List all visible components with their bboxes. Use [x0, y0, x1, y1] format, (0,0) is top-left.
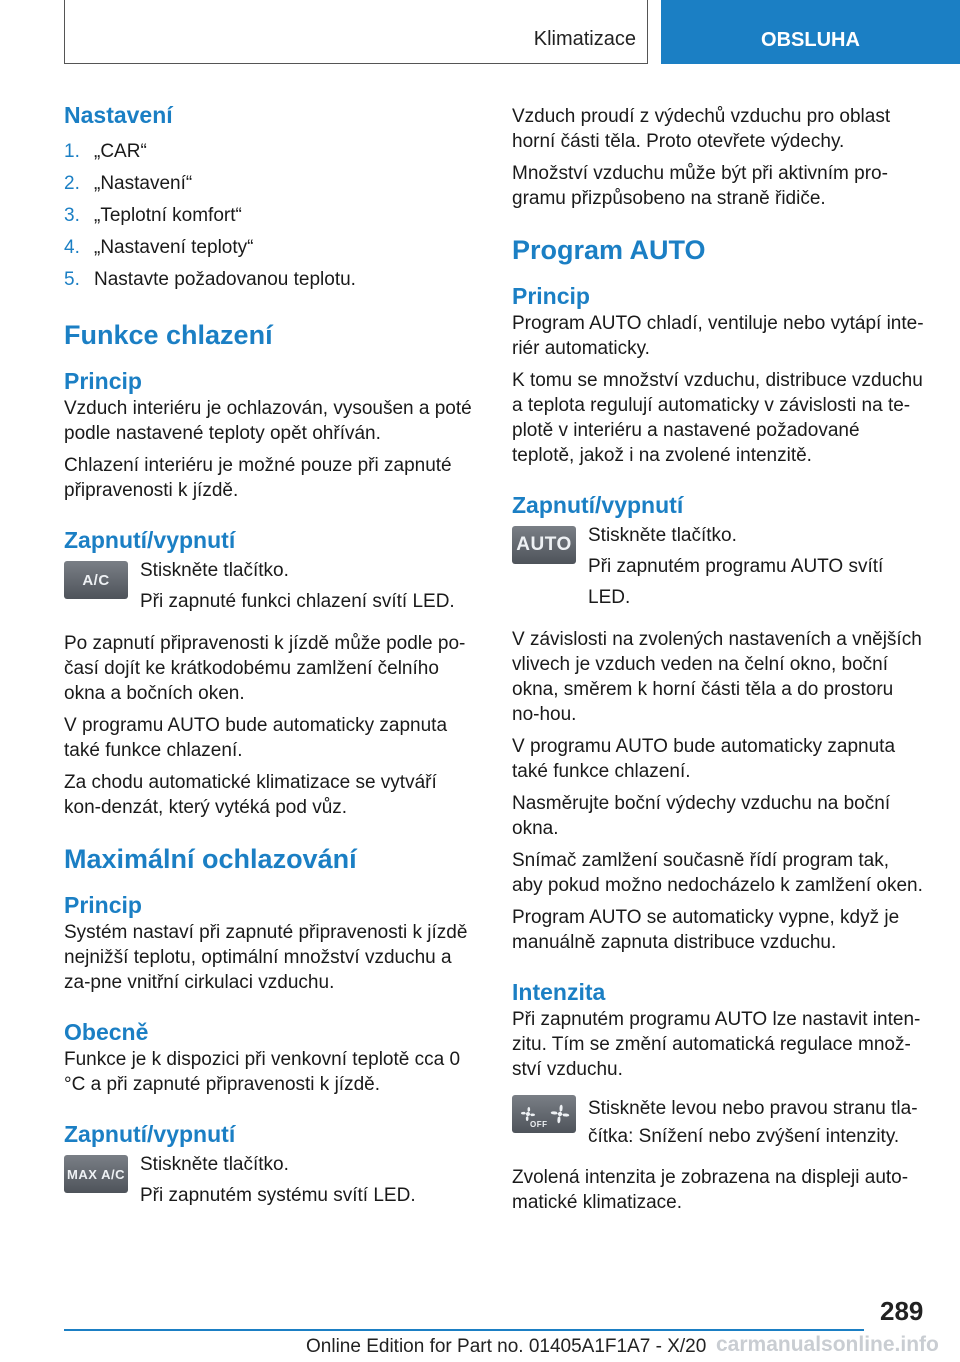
- fan-intensity-button-row: [512, 1089, 924, 1151]
- list-item: 1. „CAR“: [64, 141, 147, 162]
- paragraph: Za chodu automatické klimatizace se vytváří kon-denzát, který vytéká pod vůz.: [64, 772, 437, 818]
- page-number: 289: [880, 1296, 924, 1326]
- paragraph: Vzduch proudí z výdechů vzduchu pro oblast horní části těla. Proto otevřete výdechy.: [512, 106, 891, 152]
- paragraph: Při zapnuté funkci chlazení svítí LED.: [140, 591, 455, 612]
- steps-list: [64, 136, 476, 296]
- fan-high-icon: [547, 1101, 573, 1127]
- header-chapter-tab: OBSLUHA: [661, 0, 960, 64]
- max-ac-button-row: [64, 1149, 476, 1211]
- heading-princip: Princip: [64, 368, 142, 394]
- fan-icon: [512, 1095, 576, 1133]
- heading-zapnuti-vypnuti: Zapnutí/vypnutí: [64, 527, 236, 553]
- paragraph: Při zapnutém systému svítí LED.: [140, 1185, 416, 1206]
- heading-funkce-chlazeni: Funkce chlazení: [64, 320, 273, 350]
- paragraph: Zvolená intenzita je zobrazena na displeji auto-matické klimatizace.: [512, 1167, 909, 1213]
- auto-button-icon: AUTO: [512, 526, 576, 564]
- paragraph: V závislosti na zvolených nastaveních a vnějších vlivech je vzduch veden na čelní okno, boční okna, směrem k horní části těla a do prostoru no-hou.: [512, 629, 922, 725]
- list-item: 4. „Nastavení teploty“: [64, 237, 254, 258]
- header-section-title: Klimatizace: [533, 28, 636, 50]
- paragraph: Stiskněte levou nebo pravou stranu tla-čítka: Snížení nebo zvýšení intenzity.: [588, 1098, 918, 1147]
- paragraph: Chlazení interiéru je možné pouze při zapnuté připravenosti k jízdě.: [64, 455, 452, 501]
- footer-watermark: carmanualsonline.info: [716, 1333, 939, 1356]
- paragraph: Stiskněte tlačítko.: [140, 560, 289, 581]
- paragraph: Systém nastaví při zapnuté připravenosti k jízdě nejnižší teplotu, optimální množství vzduchu a za-pne vnitřní cirkulaci vzduchu.: [64, 922, 468, 993]
- paragraph: Stiskněte tlačítko.: [588, 525, 737, 546]
- paragraph: Funkce je k dispozici při venkovní teplotě cca 0 °C a při zapnuté připravenosti k jízdě.: [64, 1049, 461, 1095]
- ac-button-row: [64, 555, 476, 617]
- paragraph: Snímač zamlžení současně řídí program tak, aby pokud možno nedocházelo k zamlžení oken.: [512, 850, 923, 896]
- paragraph: K tomu se množství vzduchu, distribuce vzduchu a teplota regulují automaticky v závislosti na te-plotě v interiéru a nastavené požadované teplotě, jakož i na zvolené intenzitě.: [512, 370, 923, 466]
- heading-obecne: Obecně: [64, 1019, 149, 1045]
- paragraph: Nasměrujte boční výdechy vzduchu na boční okna.: [512, 793, 891, 839]
- paragraph: V programu AUTO bude automaticky zapnuta také funkce chlazení.: [512, 736, 896, 782]
- heading-zapnuti-vypnuti: Zapnutí/vypnutí: [64, 1121, 236, 1147]
- heading-maximalni-ochlazovani: Maximální ochlazování: [64, 844, 357, 874]
- heading-zapnuti-vypnuti: Zapnutí/vypnutí: [512, 492, 684, 518]
- paragraph: Po zapnutí připravenosti k jízdě může podle po-časí dojít ke krátkodobému zamlžení čelního okna a bočních oken.: [64, 633, 466, 704]
- list-item: 3. „Teplotní komfort“: [64, 205, 242, 226]
- paragraph: V programu AUTO bude automaticky zapnuta také funkce chlazení.: [64, 715, 448, 761]
- footer-edition: Online Edition for Part no. 01405A1F1A7 - X/20: [306, 1336, 707, 1357]
- heading-intenzita: Intenzita: [512, 979, 606, 1005]
- max-ac-button-icon: MAX A/C: [64, 1155, 128, 1193]
- paragraph: Množství vzduchu může být při aktivním pro-gramu přizpůsobeno na straně řidiče.: [512, 163, 888, 209]
- right-column: [512, 104, 924, 1215]
- paragraph: Vzduch interiéru je ochlazován, vysoušen a poté podle nastavené teploty opět ohříván.: [64, 398, 472, 444]
- paragraph: Při zapnutém programu AUTO lze nastavit inten-zitu. Tím se změní automatická regulace množ-ství vzduchu.: [512, 1009, 921, 1080]
- auto-button-row: [512, 520, 924, 613]
- list-item: 5. Nastavte požadovanou teplotu.: [64, 269, 356, 290]
- heading-princip: Princip: [64, 892, 142, 918]
- paragraph: Program AUTO se automaticky vypne, když je manuálně zapnuta distribuce vzduchu.: [512, 907, 900, 953]
- footer-divider: [64, 1329, 864, 1331]
- paragraph: Stiskněte tlačítko.: [140, 1154, 289, 1175]
- list-item: 2. „Nastavení“: [64, 173, 193, 194]
- fan-off-label: OFF: [530, 1120, 548, 1129]
- heading-princip: Princip: [512, 283, 590, 309]
- heading-program-auto: Program AUTO: [512, 235, 706, 265]
- paragraph: Program AUTO chladí, ventiluje nebo vytápí inte-riér automaticky.: [512, 313, 924, 359]
- heading-nastaveni: Nastavení: [64, 102, 173, 128]
- left-column: [64, 100, 476, 1211]
- ac-button-icon: A/C: [64, 561, 128, 599]
- paragraph: Při zapnutém programu AUTO svítí LED.: [588, 556, 884, 608]
